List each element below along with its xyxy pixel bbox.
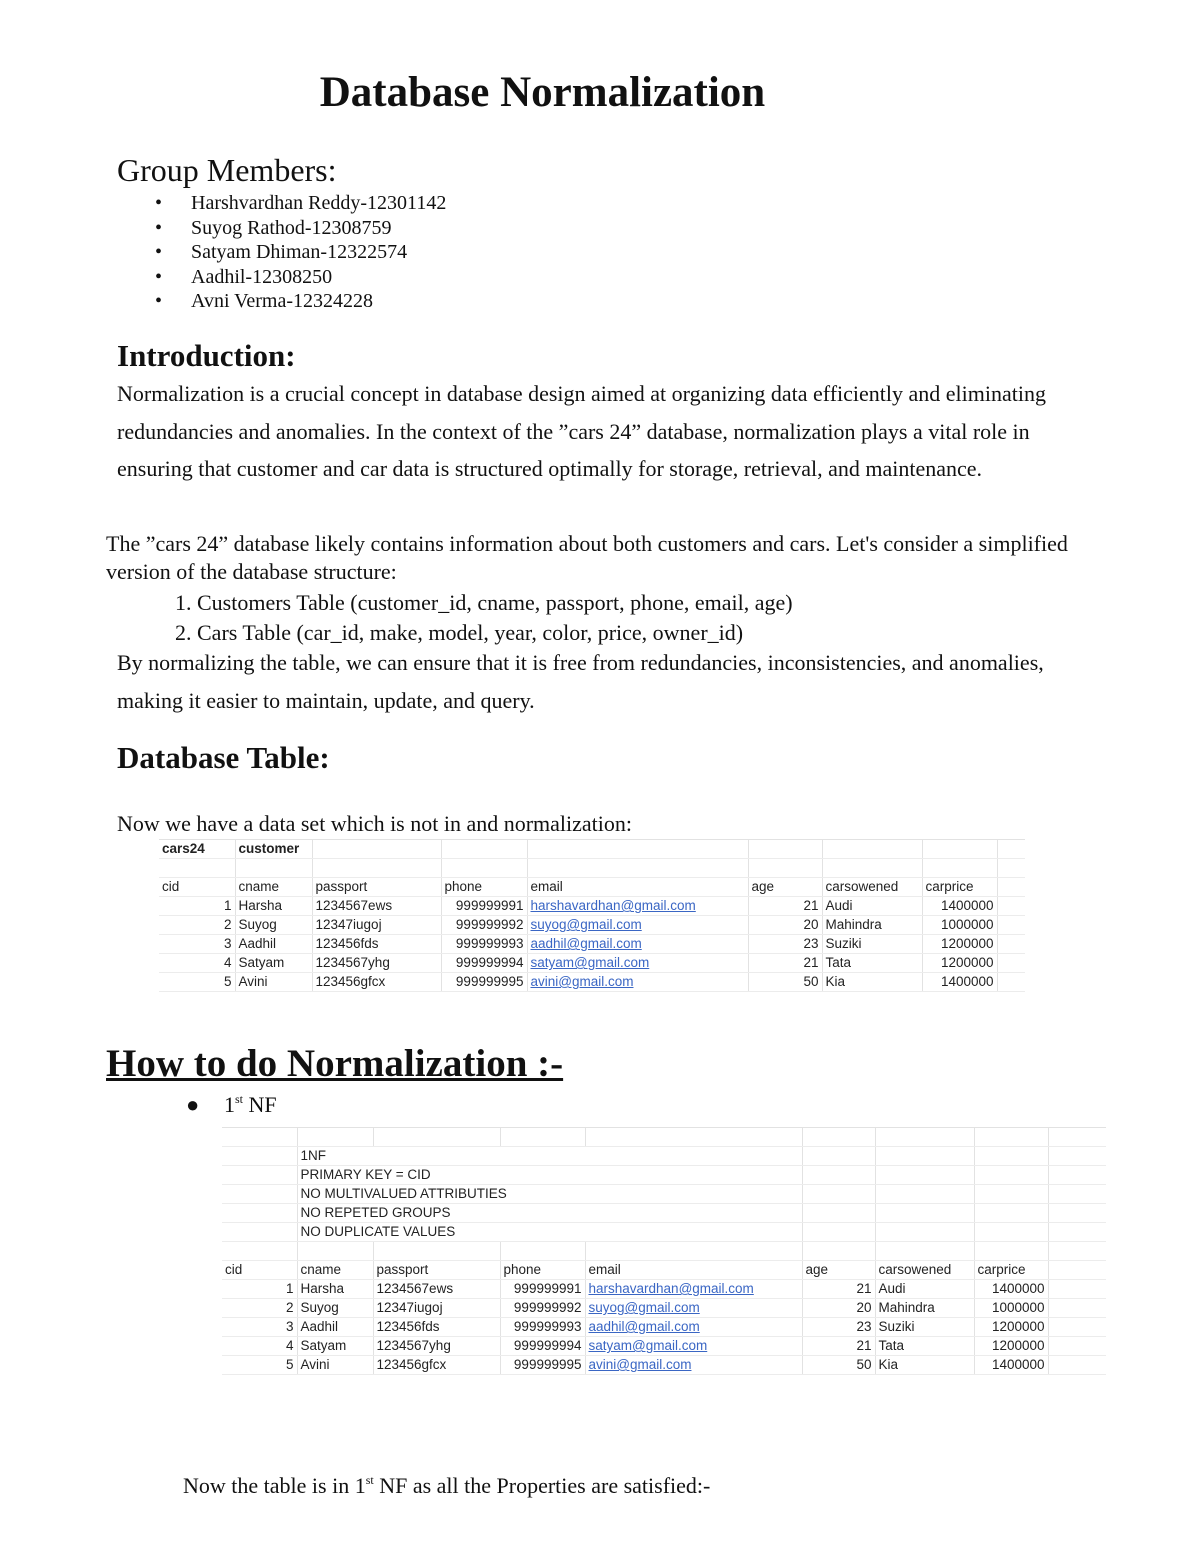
column-header: cid: [159, 878, 235, 897]
dataset-intro: Now we have a data set which is not in and normalization:: [117, 811, 633, 836]
structure-list: [175, 588, 793, 647]
unnormalized-table-image: [159, 839, 1025, 992]
table-row: [222, 1242, 1106, 1261]
cell-carsowened: Suziki: [875, 1318, 974, 1337]
cell-phone: 999999993: [441, 935, 527, 954]
table-row: [159, 973, 1025, 992]
cell-carsowened: Mahindra: [875, 1299, 974, 1318]
column-header: passport: [373, 1261, 500, 1280]
group-members-list: [155, 191, 446, 314]
cell-carprice: 1200000: [922, 935, 997, 954]
cell-phone: 999999994: [441, 954, 527, 973]
cell-passport: 123456gfcx: [373, 1356, 500, 1375]
cell-age: 21: [802, 1337, 875, 1356]
sheet-title-cell: customer: [235, 840, 312, 859]
nf-note: PRIMARY KEY = CID: [297, 1166, 802, 1185]
table-row: [222, 1223, 1106, 1242]
cell-age: 20: [748, 916, 822, 935]
cell-carprice: 1200000: [974, 1318, 1048, 1337]
table-row: [222, 1318, 1106, 1337]
column-header: cid: [222, 1261, 297, 1280]
cell-cid: 4: [159, 954, 235, 973]
column-header: phone: [500, 1261, 585, 1280]
column-header: cname: [235, 878, 312, 897]
column-header: cname: [297, 1261, 373, 1280]
cell-carprice: 1400000: [922, 973, 997, 992]
cell-passport: 12347iugoj: [373, 1299, 500, 1318]
cell-cid: 5: [222, 1356, 297, 1375]
cell-age: 23: [748, 935, 822, 954]
table-header-row: [159, 878, 1025, 897]
cell-age: 21: [748, 897, 822, 916]
bullet-icon: ●: [186, 1092, 200, 1117]
conclusion-sup: st: [365, 1473, 374, 1487]
column-header: phone: [441, 878, 527, 897]
cell-cname: Aadhil: [235, 935, 312, 954]
structure-paragraph: The ”cars 24” database likely contains information about both customers and cars. Let's consider a simplified version of the database structure:: [106, 531, 1068, 584]
cell-phone: 999999995: [500, 1356, 585, 1375]
column-header: email: [527, 878, 748, 897]
cell-cname: Harsha: [235, 897, 312, 916]
list-item: • Suyog Rathod-12308759: [155, 216, 446, 241]
cell-cname: Satyam: [235, 954, 312, 973]
conclusion-post: NF as all the Properties are satisfied:-: [373, 1473, 711, 1498]
cell-age: 21: [748, 954, 822, 973]
cell-passport: 123456gfcx: [312, 973, 441, 992]
cell-cid: 2: [159, 916, 235, 935]
cell-cname: Suyog: [297, 1299, 373, 1318]
first-nf-table-image: [222, 1127, 1106, 1375]
table-row: [159, 897, 1025, 916]
cell-passport: 123456fds: [312, 935, 441, 954]
column-header: email: [585, 1261, 802, 1280]
table-row: [222, 1204, 1106, 1223]
cell-passport: 123456fds: [373, 1318, 500, 1337]
nf-number: 1: [224, 1092, 235, 1117]
cell-email-link[interactable]: suyog@gmail.com: [585, 1299, 802, 1318]
cell-carprice: 1400000: [974, 1356, 1048, 1375]
column-header: age: [802, 1261, 875, 1280]
cell-age: 21: [802, 1280, 875, 1299]
column-header: carprice: [974, 1261, 1048, 1280]
nf-note: NO REPETED GROUPS: [297, 1204, 802, 1223]
cell-cid: 4: [222, 1337, 297, 1356]
cell-cname: Suyog: [235, 916, 312, 935]
cell-email-link[interactable]: aadhil@gmail.com: [585, 1318, 802, 1337]
introduction-heading: Introduction:: [117, 338, 296, 373]
table-row: [159, 916, 1025, 935]
list-item: 2. Cars Table (car_id, make, model, year, color, price, owner_id): [175, 619, 744, 645]
cell-phone: 999999991: [441, 897, 527, 916]
cell-carsowened: Kia: [822, 973, 922, 992]
cell-age: 50: [802, 1356, 875, 1375]
introduction-paragraph: Normalization is a crucial concept in database design aimed at organizing data efficiently and eliminating redundancies and anomalies. In the context of the ”cars 24” database, normalization plays a vital role in ensuring that customer and car data is structured optimally for storage, retrieval, and maintenance.: [117, 381, 1046, 481]
cell-passport: 1234567yhg: [312, 954, 441, 973]
cell-carprice: 1400000: [974, 1280, 1048, 1299]
cell-passport: 1234567ews: [373, 1280, 500, 1299]
cell-phone: 999999993: [500, 1318, 585, 1337]
cell-age: 50: [748, 973, 822, 992]
column-header: carsowened: [875, 1261, 974, 1280]
cell-cid: 3: [222, 1318, 297, 1337]
cell-cname: Satyam: [297, 1337, 373, 1356]
page-title: Database Normalization: [319, 69, 766, 116]
cell-email-link[interactable]: harshavardhan@gmail.com: [527, 897, 748, 916]
cell-carprice: 1200000: [974, 1337, 1048, 1356]
nf-note: NO DUPLICATE VALUES: [297, 1223, 802, 1242]
column-header: age: [748, 878, 822, 897]
table-row: [222, 1185, 1106, 1204]
cell-carsowened: Mahindra: [822, 916, 922, 935]
table-row: [159, 954, 1025, 973]
cell-passport: 12347iugoj: [312, 916, 441, 935]
cell-email-link[interactable]: suyog@gmail.com: [527, 916, 748, 935]
list-item: • Aadhil-12308250: [155, 265, 446, 290]
cell-age: 20: [802, 1299, 875, 1318]
table-row: [222, 1280, 1106, 1299]
cell-carsowened: Audi: [875, 1280, 974, 1299]
cell-cname: Aadhil: [297, 1318, 373, 1337]
cell-cid: 5: [159, 973, 235, 992]
cell-email-link[interactable]: satyam@gmail.com: [585, 1337, 802, 1356]
cell-cname: Avini: [235, 973, 312, 992]
table-header-row: [222, 1261, 1106, 1280]
cell-email-link[interactable]: satyam@gmail.com: [527, 954, 748, 973]
cell-phone: 999999991: [500, 1280, 585, 1299]
cell-email-link[interactable]: aadhil@gmail.com: [527, 935, 748, 954]
table-row: [159, 859, 1025, 878]
cell-phone: 999999992: [500, 1299, 585, 1318]
table-row: [222, 1337, 1106, 1356]
list-item: • Avni Verma-12324228: [155, 289, 446, 314]
nf-label: NF: [243, 1092, 277, 1117]
column-header: carsowened: [822, 878, 922, 897]
database-table-heading: Database Table:: [117, 740, 330, 775]
cell-carprice: 1400000: [922, 897, 997, 916]
table-row: [222, 1166, 1106, 1185]
cell-carsowened: Suziki: [822, 935, 922, 954]
cell-carsowened: Kia: [875, 1356, 974, 1375]
table-row: [159, 935, 1025, 954]
table-row: [222, 1356, 1106, 1375]
normalizing-paragraph: By normalizing the table, we can ensure that it is free from redundancies, inconsistencies, and anomalies, making it easier to maintain, update, and query.: [117, 650, 1044, 713]
cell-carprice: 1200000: [922, 954, 997, 973]
cell-phone: 999999992: [441, 916, 527, 935]
nf-suffix: st: [235, 1092, 244, 1106]
cell-cid: 1: [222, 1280, 297, 1299]
cell-passport: 1234567yhg: [373, 1337, 500, 1356]
sheet-title-cell: cars24: [159, 840, 235, 859]
table-row: [222, 1299, 1106, 1318]
cell-cid: 2: [222, 1299, 297, 1318]
conclusion-line: [183, 1473, 710, 1499]
list-item: • Satyam Dhiman-12322574: [155, 240, 446, 265]
cell-carsowened: Tata: [875, 1337, 974, 1356]
cell-passport: 1234567ews: [312, 897, 441, 916]
column-header: passport: [312, 878, 441, 897]
table-row: [222, 1128, 1106, 1147]
column-header: carprice: [922, 878, 997, 897]
cell-cname: Avini: [297, 1356, 373, 1375]
conclusion-pre: Now the table is in 1: [183, 1473, 366, 1498]
cell-cname: Harsha: [297, 1280, 373, 1299]
cell-email-link[interactable]: avini@gmail.com: [585, 1356, 802, 1375]
nf-note: 1NF: [297, 1147, 802, 1166]
cell-phone: 999999994: [500, 1337, 585, 1356]
cell-email-link[interactable]: avini@gmail.com: [527, 973, 748, 992]
table-row: [222, 1147, 1106, 1166]
cell-carprice: 1000000: [922, 916, 997, 935]
group-members-heading: Group Members:: [117, 152, 337, 188]
cell-carsowened: Tata: [822, 954, 922, 973]
cell-phone: 999999995: [441, 973, 527, 992]
cell-cid: 1: [159, 897, 235, 916]
cell-carsowened: Audi: [822, 897, 922, 916]
cell-carprice: 1000000: [974, 1299, 1048, 1318]
table-row: [159, 840, 1025, 859]
cell-age: 23: [802, 1318, 875, 1337]
cell-cid: 3: [159, 935, 235, 954]
nf-note: NO MULTIVALUED ATTRIBUTIES: [297, 1185, 802, 1204]
cell-email-link[interactable]: harshavardhan@gmail.com: [585, 1280, 802, 1299]
list-item: • Harshvardhan Reddy-12301142: [155, 191, 446, 216]
how-to-heading: How to do Normalization :-: [106, 1042, 564, 1085]
list-item: 1. Customers Table (customer_id, cname, passport, phone, email, age): [175, 590, 793, 615]
